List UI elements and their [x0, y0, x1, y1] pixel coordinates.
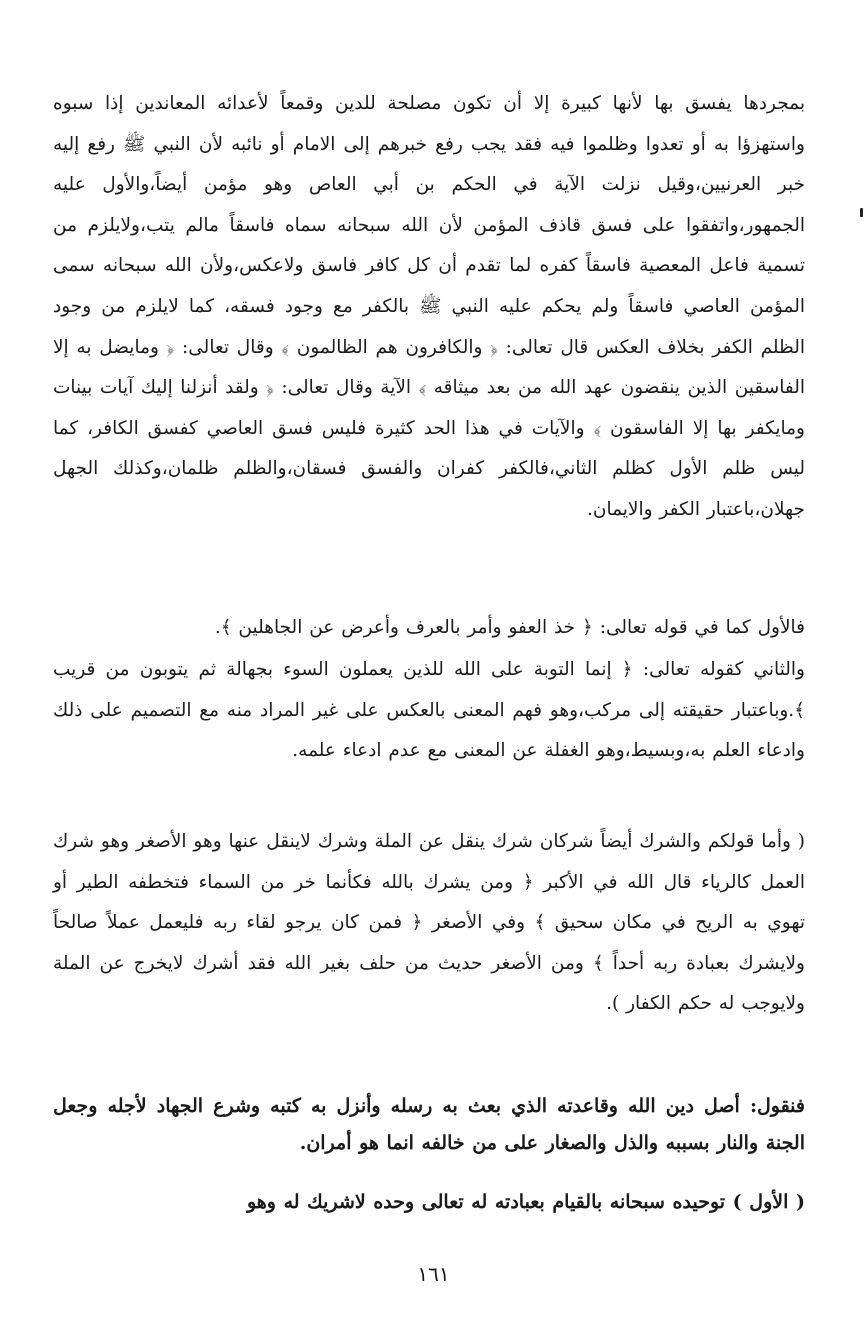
paragraph-2-block	[53, 608, 805, 649]
paragraph-2: فالأول كما في قوله تعالى: ﴿ خذ العفو وأمر بالعرف وأعرض عن الجاهلين ﴾.	[214, 617, 805, 638]
paragraph-5: فنقول: أصل دين الله وقاعدته الذي بعث به رسله وأنزل به كتبه وشرع الجهاد لأجله وجعل الجنة والنار بسببه والذل والصغار على من خالفه انما هو أمران.	[53, 1095, 805, 1154]
margin-mark	[860, 208, 863, 217]
paragraph-4-block	[53, 822, 805, 1025]
paragraph-5-block	[53, 1088, 805, 1162]
paragraph-1-block	[53, 84, 805, 531]
paragraph-3: والثاني كقوله تعالى: ﴿ إنما التوبة على الله للذين يعملون السوء بجهالة ثم يتوبون من قريب ﴾.وباعتبار حقيقته إلى مركب،وهو فهم المعنى بالعكس على غير المراد منه مع التصميم على ذلك وادعاء العلم به،وبسيط،وهو الغفلة عن المعنى مع عدم ادعاء علمه.	[53, 659, 805, 762]
page-number: ١٦١	[417, 1262, 450, 1286]
paragraph-1: بمجردها يفسق بها لأنها كبيرة إلا أن تكون مصلحة للدين وقمعاً لأعدائه المعاندين إذا سبوه واستهزؤا به أو تعدوا وظلموا فيه فقد يجب رفع خبرهم إلى الامام أو نائبه لأن النبي ﷺ رفع إليه خبر العرنيين،وقيل نزلت الآية في الحكم بن أبي العاص وهو مؤمن أيضاً،والأول عليه الجمهور،واتفقوا على فسق قاذف المؤمن لأن الله سبحانه سماه فاسقاً مالم يتب،ولايلزم من تسمية فاعل المعصية فاسقاً كفره لما تقدم أن كل كافر فاسق ولاعكس،ولأن الله سبحانه سمى المؤمن العاصي فاسقاً ولم يحكم عليه النبي ﷺ بالكفر مع وجود فسقه، كما لايلزم من وجود الظلم الكفر بخلاف العكس قال تعالى: ﴿ والكافرون هم الظالمون ﴾ وقال تعالى: ﴿ ومايضل به إلا الفاسقين الذين ينقضون عهد الله من بعد ميثاقه ﴾ الآية وقال تعالى: ﴿ ولقد أنزلنا إليك آيات بينات ومايكفر بها إلا الفاسقون ﴾ والآيات في هذا الحد كثيرة فليس فسق العاصي كفسق الكافر، كما ليس ظلم الأول كظلم الثاني،فالكفر كفران والفسق فسقان،والظلم ظلمان،وكذلك الجهل جهلان،باعتبار الكفر والايمان.	[53, 93, 805, 520]
paragraph-4: ( وأما قولكم والشرك أيضاً شركان شرك ينقل عن الملة وشرك لاينقل عنها وهو الأصغر وهو شرك العمل كالرياء قال الله في الأكبر ﴿ ومن يشرك بالله فكأنما خر من السماء فتخطفه الطير أو تهوي به الريح في مكان سحيق ﴾ وفي الأصغر ﴿ فمن كان يرجو لقاء ربه فليعمل عملاً صالحاً ولايشرك بعبادة ربه أحداً ﴾ ومن الأصغر حديث من حلف بغير الله فقد أشرك لايخرج عن الملة ولايوجب له حكم الكفار ).	[53, 831, 805, 1015]
paragraph-6-block	[53, 1184, 805, 1221]
paragraph-6: ( الأول ) توحيده سبحانه بالقيام بعبادته له تعالى وحده لاشريك له وهو	[246, 1191, 805, 1213]
paragraph-3-block	[53, 650, 805, 772]
